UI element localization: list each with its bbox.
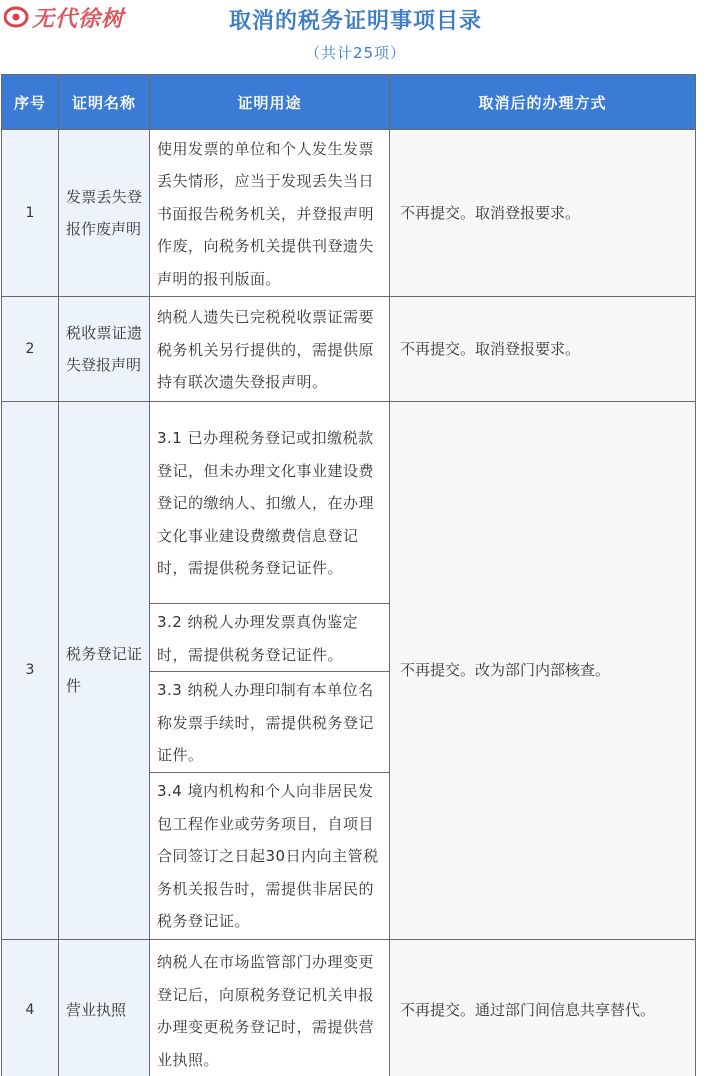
page-subtitle: （共计25项） xyxy=(304,44,407,62)
row-number: 1 xyxy=(2,130,59,297)
certificate-use: 使用发票的单位和个人发生发票丢失情形，应当于发现丢失当日书面报告税务机关，并登报声明作废，向税务机关提供刊登遗失声明的报刊版面。 xyxy=(150,130,390,297)
certificate-use: 3.4 境内机构和个人向非居民发包工程作业或劳务项目，自项目合同签订之日起30日内向主管税务机关报告时，需提供非居民的税务登记证。 xyxy=(150,772,390,939)
table-row xyxy=(2,939,696,1076)
header-name: 证明名称 xyxy=(59,75,150,130)
row-number: 4 xyxy=(2,939,59,1076)
certificate-use: 3.1 已办理税务登记或扣缴税款登记，但未办理文化事业建设费登记的缴纳人、扣缴人，在办理文化事业建设费缴费信息登记时，需提供税务登记证件。 xyxy=(150,402,390,604)
header-use: 证明用途 xyxy=(150,75,390,130)
certificate-name: 发票丢失登报作废声明 xyxy=(59,130,150,297)
page-title: 取消的税务证明事项目录 xyxy=(228,9,482,34)
certificate-name: 税务登记证件 xyxy=(59,402,150,940)
table-row xyxy=(2,297,696,402)
certificate-table xyxy=(1,74,696,1076)
handling-method: 不再提交。取消登报要求。 xyxy=(390,130,696,297)
certificate-use: 3.2 纳税人办理发票真伪鉴定时，需提供税务登记证件。 xyxy=(150,604,390,672)
row-number: 3 xyxy=(2,402,59,940)
certificate-name: 营业执照 xyxy=(59,939,150,1076)
table-header-row xyxy=(2,75,696,130)
handling-method: 不再提交。改为部门内部核查。 xyxy=(390,402,696,940)
handling-method: 不再提交。取消登报要求。 xyxy=(390,297,696,402)
handling-method: 不再提交。通过部门间信息共享替代。 xyxy=(390,939,696,1076)
certificate-name: 税收票证遗失登报声明 xyxy=(59,297,150,402)
table-row xyxy=(2,402,696,604)
logo-text: 无代徐树 xyxy=(32,5,125,32)
row-number: 2 xyxy=(2,297,59,402)
certificate-use: 纳税人遗失已完税税收票证需要税务机关另行提供的，需提供原持有联次遗失登报声明。 xyxy=(150,297,390,402)
header-seq: 序号 xyxy=(2,75,59,130)
certificate-use: 3.3 纳税人办理印制有本单位名称发票手续时，需提供税务登记证件。 xyxy=(150,672,390,773)
header-method: 取消后的办理方式 xyxy=(390,75,696,130)
table-row xyxy=(2,130,696,297)
certificate-use: 纳税人在市场监管部门办理变更登记后，向原税务登记机关申报办理变更税务登记时，需提供营业执照。 xyxy=(150,939,390,1076)
